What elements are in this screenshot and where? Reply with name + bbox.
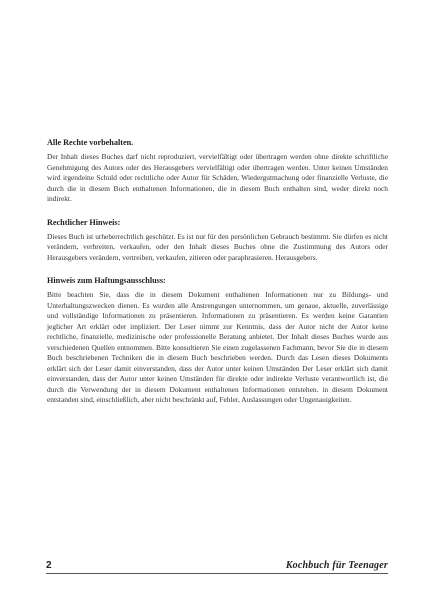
section-paragraph: Bitte beachten Sie, dass die in diesem Dokument enthaltenen Informationen nur zu Bildungs- und Unterhaltungszwecken dienen. Es wurden alle Anstrengungen unternommen, um genaue, aktuelle, zuverlässige und vollständige Informationen zu präsentieren. Informationen zu präsentieren. Es werden keine Garantien jeglicher Art erklärt oder impliziert. Der Leser nimmt zur Kenntnis, dass der Autor nicht der Autor keine rechtliche, finanzielle, medizinische oder professionelle Beratung anbietet. Der Inhalt dieses Buches wurde aus verschiedenen Quellen entnommen. Bitte konsultieren Sie einen zugelassenen Fachmann, bevor Sie die in diesem Buch beschriebenen Techniken die in diesem Buch beschrieben werden. Durch das Lesen dieses Dokuments erklärt sich der Leser damit einverstanden, dass der Autor unter keinen Umständen Der Leser erklärt sich damit einverstanden, dass der Autor unter keinen Umständen für direkte oder indirekte Verluste verantwortlich ist, die durch die Verwendung der in diesem Dokument enthaltenen Informationen entstehen. in diesem Dokument entstanden sind, einschließlich, aber nicht beschränkt auf, Fehler, Auslassungen oder Ungenauigkeiten. — [47, 290, 388, 404]
section-paragraph: Der Inhalt dieses Buches darf nicht reproduziert, vervielfältigt oder übertragen werden ohne direkte schriftliche Genehmigung des Autors oder des Herausgebers vervielfältigt oder übertragen werden. Unter keinen Umständen wird irgendeine Schuld oder rechtliche oder Autor für Schäden, Wiedergutmachung oder finanzielle Verluste, die durch die in diesem Buch enthaltenen Informationen, die in diesem Buch enthalten sind, weder direkt noch indirekt. — [47, 152, 388, 203]
section-heading: Alle Rechte vorbehalten. — [47, 138, 134, 147]
page-number: 2 — [46, 560, 52, 571]
section-disclaimer — [47, 275, 388, 406]
section-paragraph: Dieses Buch ist urheberrechtlich geschützt. Es ist nur für den persönlichen Gebrauch bestimmt. Sie dürfen es nicht verändern, verbreiten, verkaufen, oder den Inhalt dieses Buches ohne die Zustimmung des Autors oder Herausgebers verändern, vertreiben, verkaufen, zitieren oder paraphrasieren. Herausgebers. — [47, 231, 388, 262]
section-heading: Hinweis zum Haftungsausschluss: — [47, 276, 166, 285]
section-heading: Rechtlicher Hinweis: — [47, 217, 121, 227]
page-content — [47, 137, 388, 406]
section-spacer — [47, 263, 388, 275]
section-legal-notice — [47, 217, 388, 264]
page-footer — [46, 560, 388, 572]
section-rights — [47, 137, 388, 205]
footer-divider — [46, 573, 388, 574]
running-title: Kochbuch für Teenager — [285, 560, 388, 571]
section-spacer — [47, 205, 388, 217]
